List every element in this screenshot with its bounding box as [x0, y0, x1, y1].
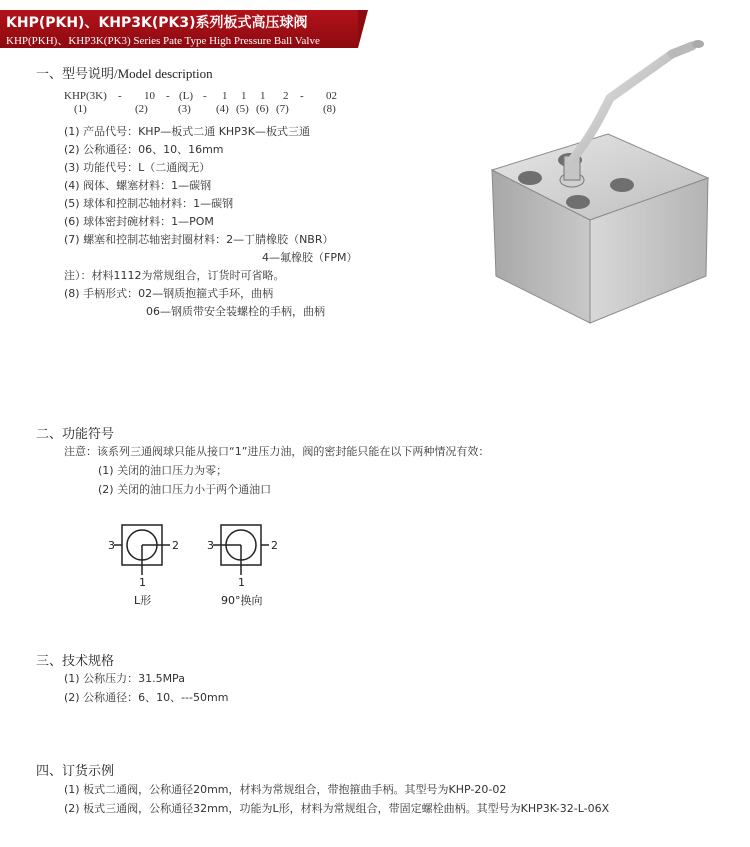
code-part: 02: [326, 90, 337, 102]
function-note: 注意：该系列三通阀球只能从接口“1”进压力油，阀的密封能只能在以下两种情况有效：: [64, 445, 490, 458]
banner-subtitle: KHP(PKH)、KHP3K(PK3) Series Pate Type High Pressure Ball Valve: [6, 35, 320, 47]
model-item: (4) 阀体、螺塞材料：1—碳钢: [64, 179, 212, 192]
code-part: (L): [179, 90, 194, 102]
spec-item: (1) 公称压力：31.5MPa: [64, 672, 185, 685]
banner-title: KHP(PKH)、KHP3K(PK3)系列板式高压球阀: [6, 15, 308, 31]
code-part: -: [203, 90, 207, 102]
code-num: (3): [178, 103, 191, 115]
model-item: (8) 手柄形式：02—钢质抱箍式手环，曲柄: [64, 287, 274, 300]
code-part: 1: [260, 90, 266, 102]
section3-heading: 三、技术规格: [36, 654, 115, 669]
symbol-l-shape: [105, 520, 195, 612]
model-item: (7) 螺塞和控制芯轴密封圈材料：2—丁腈橡胶（NBR）: [64, 233, 334, 246]
code-part: KHP(3K): [64, 90, 107, 102]
code-num: (6): [256, 103, 269, 115]
model-item: (1) 产品代号：KHP—板式二通 KHP3K—板式三通: [64, 125, 311, 138]
ball-valve-image: [440, 38, 740, 338]
section1-heading: 一、型号说明/Model description: [36, 66, 213, 82]
spec-item: (2) 公称通径：6、10、---50mm: [64, 691, 229, 704]
port-2-label: 2: [172, 539, 179, 552]
code-num: (7): [276, 103, 289, 115]
code-num: (4): [216, 103, 229, 115]
port-1-label: 1: [139, 576, 146, 589]
title-banner: [0, 10, 358, 48]
function-item: (1) 关闭的油口压力为零；: [98, 464, 228, 477]
symbol-caption: L形: [134, 594, 152, 607]
port-3-label: 3: [207, 539, 214, 552]
symbol-caption: 90°换向: [221, 594, 263, 607]
model-note: 注）：材料1112为常规组合，订货时可省略。: [64, 269, 285, 282]
code-part: 2: [283, 90, 289, 102]
model-item: 06—钢质带安全装螺栓的手柄，曲柄: [146, 305, 325, 318]
code-part: 1: [222, 90, 228, 102]
symbol-90-reversing: [204, 520, 294, 612]
banner-tail: [358, 10, 368, 48]
code-num: (2): [135, 103, 148, 115]
model-item: (2) 公称通径：06、10、16mm: [64, 143, 224, 156]
code-part: -: [300, 90, 304, 102]
code-num: (5): [236, 103, 249, 115]
function-item: (2) 关闭的油口压力小于两个通油口: [98, 483, 272, 496]
code-part: 1: [241, 90, 247, 102]
code-num: (1): [74, 103, 87, 115]
code-part: 10: [144, 90, 155, 102]
model-item: 4—氟橡胶（FPM）: [262, 251, 358, 264]
port-2-label: 2: [271, 539, 278, 552]
code-num: (8): [323, 103, 336, 115]
code-part: -: [118, 90, 122, 102]
code-part: -: [166, 90, 170, 102]
port-1-label: 1: [238, 576, 245, 589]
model-item: (3) 功能代号：L（二通阀无）: [64, 161, 211, 174]
model-item: (5) 球体和控制芯轴材料：1—碳钢: [64, 197, 234, 210]
port-3-label: 3: [108, 539, 115, 552]
section2-heading: 二、功能符号: [36, 427, 115, 442]
order-example: (1) 板式二通阀，公称通径20mm，材料为常规组合，带抱箍曲手柄。其型号为KHP-20-02: [64, 783, 507, 796]
model-item: (6) 球体密封碗材料：1—POM: [64, 215, 214, 228]
section4-heading: 四、订货示例: [36, 764, 115, 779]
order-example: (2) 板式三通阀，公称通径32mm，功能为L形，材料为常规组合，带固定螺栓曲柄。其型号为KHP3K-32-L-06X: [64, 802, 610, 815]
